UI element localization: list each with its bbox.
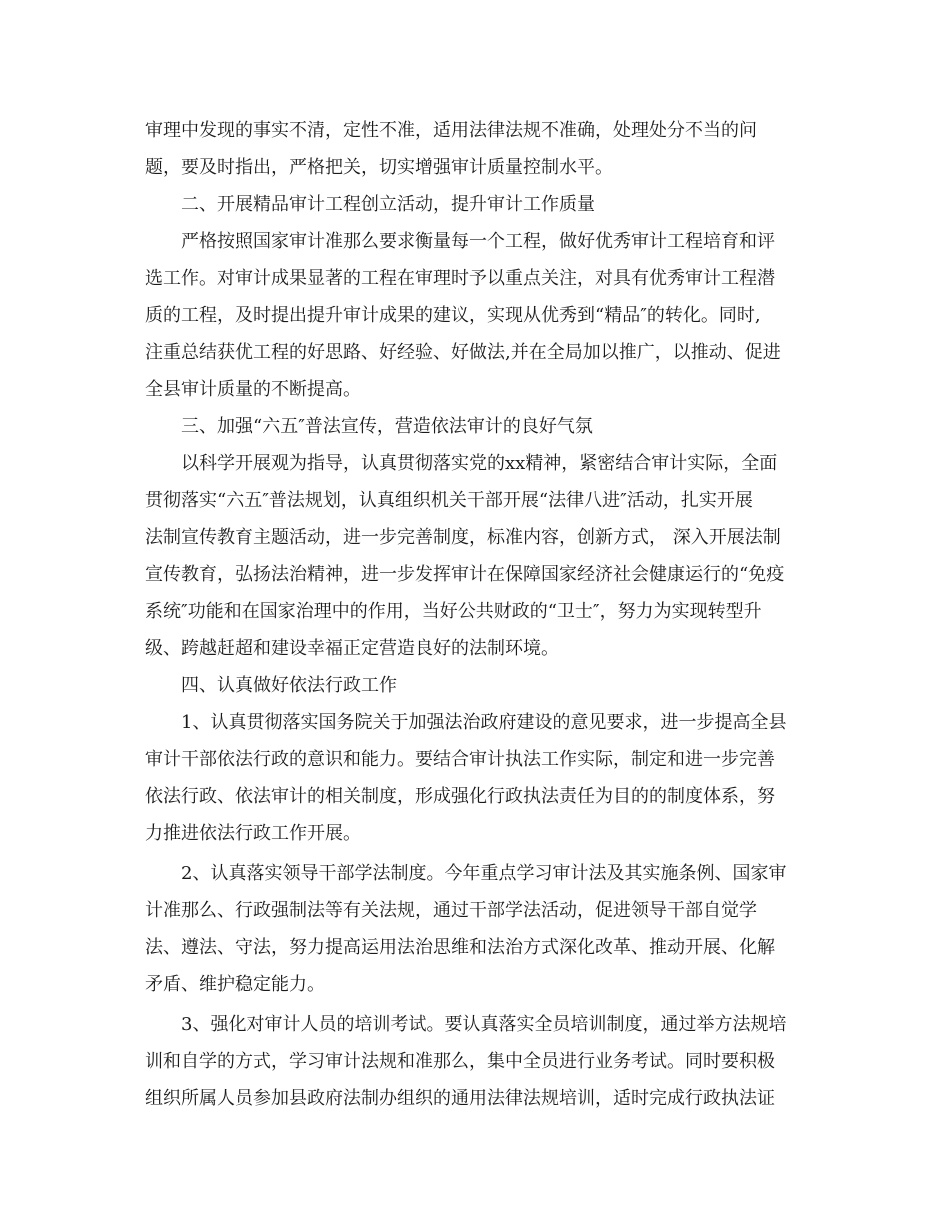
document-page bbox=[145, 112, 805, 1117]
heading-line: 二、开展精品审计工程创立活动，提升审计工作质量 bbox=[181, 194, 595, 215]
text-line: 法制宣传教育主题活动，进一步完善制度，标准内容，创新方式， 深入开展法制 bbox=[145, 527, 781, 548]
text-line: 严格按照国家审计准那么要求衡量每一个工程，做好优秀审计工程培育和评 bbox=[181, 231, 775, 252]
text-line: 2、认真落实领导干部学法制度。今年重点学习审计法及其实施条例、国家审 bbox=[181, 863, 787, 884]
text-line: 审计干部依法行政的意识和能力。要结合审计执法工作实际，制定和进一步完善 bbox=[145, 749, 775, 770]
section-heading bbox=[145, 408, 805, 445]
text-line: 全县审计质量的不断提高。 bbox=[145, 379, 361, 400]
text-line: 法、遵法、守法，努力提高运用法治思维和法治方式深化改革、推动开展、化解 bbox=[145, 937, 775, 958]
text-line: 3、强化对审计人员的培训考试。要认真落实全员培训制度，通过举方法规培 bbox=[181, 1014, 787, 1035]
section-heading bbox=[145, 186, 805, 223]
text-line: 质的工程，及时提出提升审计成果的建议，实现从优秀到“精品″的转化。同时, bbox=[145, 305, 761, 326]
text-line: 题，要及时指出，严格把关，切实增强审计质量控制水平。 bbox=[145, 157, 613, 178]
text-line: 训和自学的方式，学习审计法规和准那么，集中全员进行业务考试。同时要积极 bbox=[145, 1051, 775, 1072]
text-line: 矛盾、维护稳定能力。 bbox=[145, 974, 325, 995]
body-paragraph bbox=[145, 704, 805, 852]
text-line: 依法行政、依法审计的相关制度，形成强化行政执法责任为目的的制度体系，努 bbox=[145, 786, 775, 807]
text-line: 贯彻落实“六五″普法规划，认真组织机关干部开展“法律八进″活动，扎实开展 bbox=[145, 490, 753, 511]
text-line: 审理中发现的事实不清，定性不准，适用法律法规不准确，处理处分不当的问 bbox=[145, 120, 757, 141]
text-line: 组织所属人员参加县政府法制办组织的通用法律法规培训，适时完成行政执法证 bbox=[145, 1088, 775, 1109]
text-line: 以科学开展观为指导，认真贯彻落实党的xx精神，紧密结合审计实际，全面 bbox=[181, 453, 778, 474]
body-paragraph bbox=[145, 445, 805, 667]
text-line: 选工作。对审计成果显著的工程在审理时予以重点关注，对具有优秀审计工程潜 bbox=[145, 268, 775, 289]
heading-line: 四、认真做好依法行政工作 bbox=[181, 675, 397, 696]
text-line: 力推进依法行政工作开展。 bbox=[145, 823, 361, 844]
body-paragraph bbox=[145, 112, 805, 186]
text-line: 注重总结获优工程的好思路、好经验、好做法,并在全局加以推广，以推动、促进 bbox=[145, 342, 781, 363]
body-paragraph bbox=[145, 223, 805, 408]
text-line: 1、认真贯彻落实国务院关于加强法治政府建设的意见要求，进一步提高全县 bbox=[181, 712, 787, 733]
text-line: 宣传教育，弘扬法治精神，进一步发挥审计在保障国家经济社会健康运行的“免疫 bbox=[145, 564, 785, 585]
text-line: 计准那么、行政强制法等有关法规，通过干部学法活动，促进领导干部自觉学 bbox=[145, 900, 757, 921]
section-heading bbox=[145, 667, 805, 704]
text-line: 系统″功能和在国家治理中的作用，当好公共财政的“卫士″，努力为实现转型升 bbox=[145, 601, 762, 622]
body-paragraph bbox=[145, 855, 805, 1003]
heading-line: 三、加强“六五″普法宣传，营造依法审计的良好气氛 bbox=[181, 416, 593, 437]
text-line: 级、跨越赶超和建设幸福正定营造良好的法制环境。 bbox=[145, 638, 559, 659]
body-paragraph bbox=[145, 1006, 805, 1117]
